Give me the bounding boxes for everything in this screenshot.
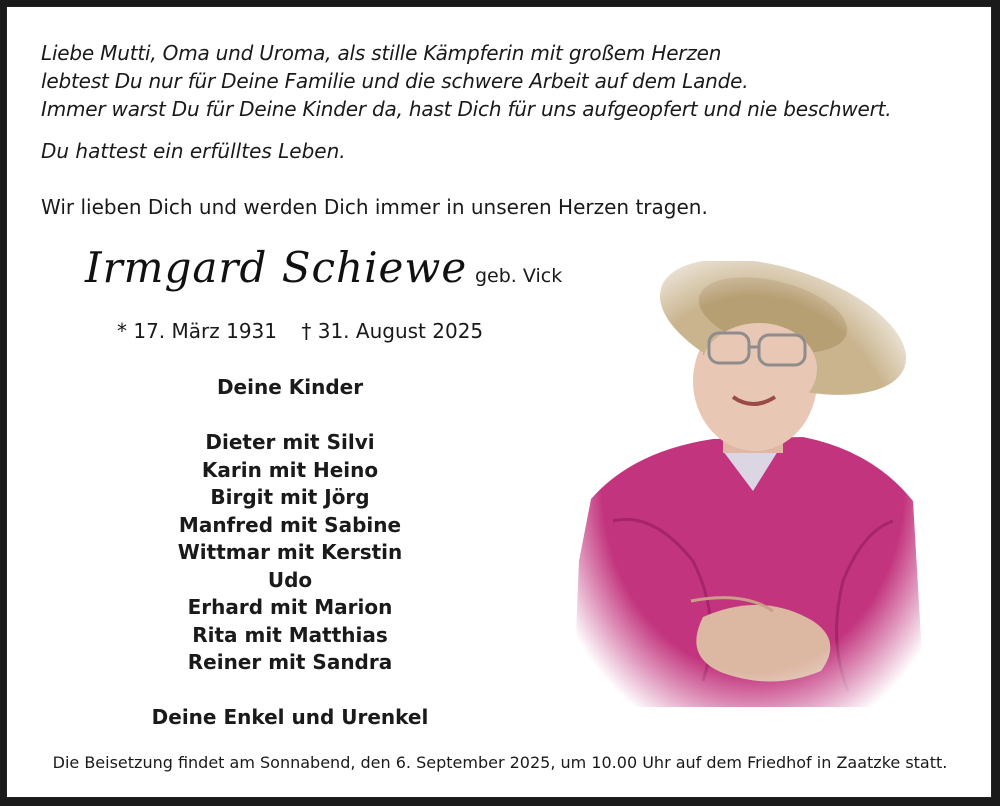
grandchildren-line: Deine Enkel und Urenkel xyxy=(151,705,429,729)
deceased-name: Irmgard Schiewe xyxy=(85,243,468,292)
child-entry: Reiner mit Sandra xyxy=(187,650,393,674)
child-entry: Karin mit Heino xyxy=(201,457,379,482)
child-entry: Udo xyxy=(267,567,313,592)
child-entry: Dieter mit Silvi xyxy=(205,430,375,454)
full-life-line: Du hattest ein erfülltes Leben. xyxy=(41,139,346,163)
children-header: Deine Kinder xyxy=(216,375,364,399)
birth-date: * 17. März 1931 xyxy=(117,319,278,343)
poem-line: Liebe Mutti, Oma und Uroma, als stille Kämpferin mit großem Herzen xyxy=(41,41,722,65)
life-dates xyxy=(117,319,501,343)
child-entry: Manfred mit Sabine xyxy=(178,512,402,537)
poem-line: lebtest Du nur für Deine Familie und die schwere Arbeit auf dem Lande. xyxy=(41,69,749,93)
love-line: Wir lieben Dich und werden Dich immer in unseren Herzen tragen. xyxy=(41,195,708,219)
child-entry: Rita mit Matthias xyxy=(192,622,388,647)
child-entry: Wittmar mit Kerstin xyxy=(177,540,403,564)
poem-line: Immer warst Du für Deine Kinder da, hast Dich für uns aufgeopfert und nie beschwert. xyxy=(41,97,892,121)
maiden-name: geb. Vick xyxy=(475,265,563,287)
funeral-notice: Die Beisetzung findet am Sonnabend, den 6. September 2025, um 10.00 Uhr auf dem Friedhof in Zaatzke statt. xyxy=(52,753,948,772)
poem xyxy=(41,39,891,123)
obituary-card xyxy=(6,6,992,798)
child-entry: Erhard mit Marion xyxy=(187,595,393,619)
children-list xyxy=(147,429,433,677)
portrait-photo xyxy=(573,261,933,707)
child-entry: Birgit mit Jörg xyxy=(210,485,370,509)
death-date: † 31. August 2025 xyxy=(301,319,484,343)
